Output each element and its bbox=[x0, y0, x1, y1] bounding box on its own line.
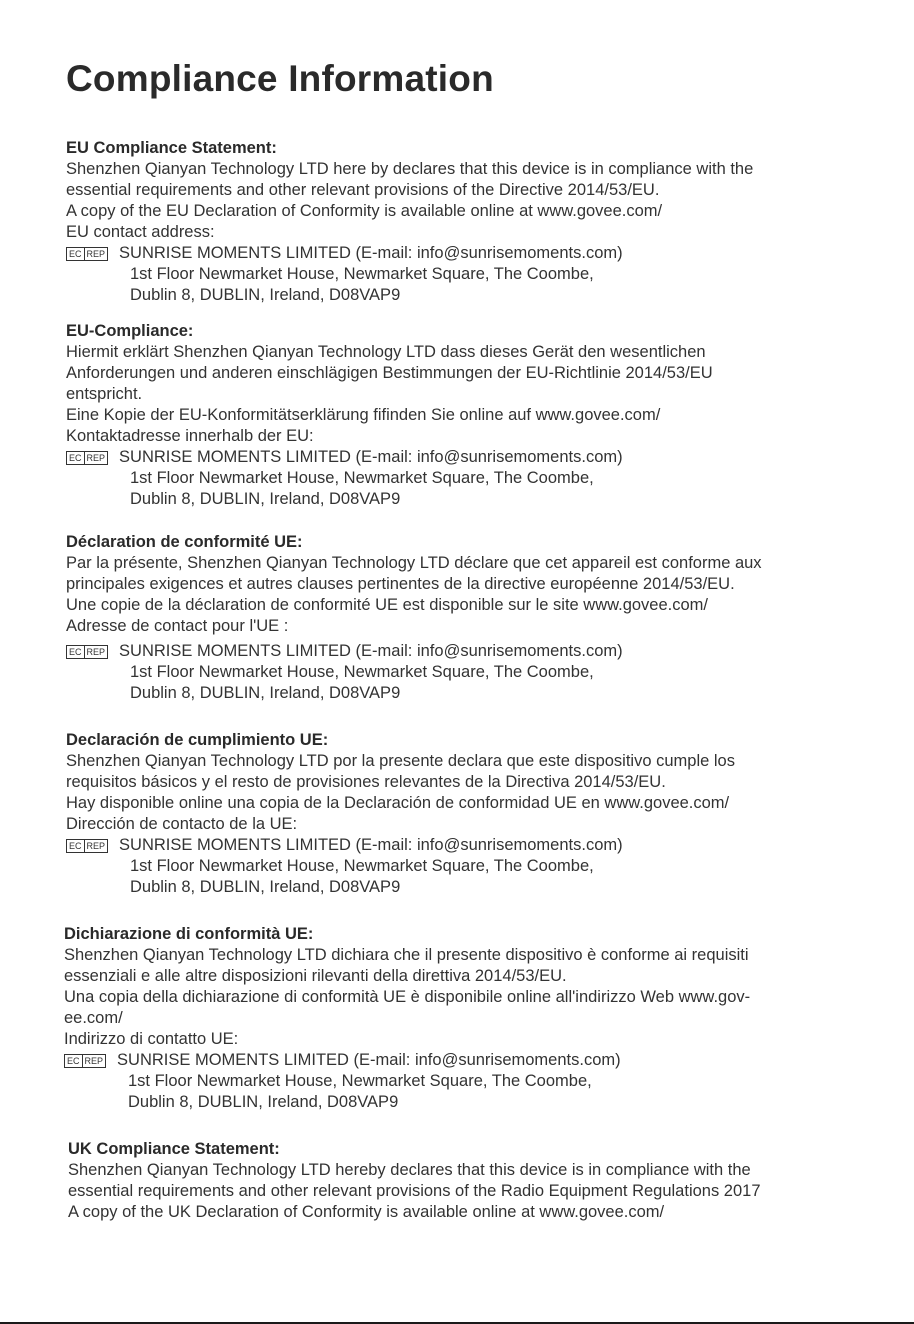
rep-address-line: 1st Floor Newmarket House, Newmarket Square, The Coombe, bbox=[130, 265, 594, 283]
body-line: Hiermit erklärt Shenzhen Qianyan Technology LTD dass dieses Gerät den wesentlichen bbox=[66, 343, 706, 361]
body-line: Par la présente, Shenzhen Qianyan Technology LTD déclare que cet appareil est conforme aux bbox=[66, 554, 762, 572]
rep-name-line: SUNRISE MOMENTS LIMITED (E-mail: info@sunrisemoments.com) bbox=[119, 244, 623, 262]
body-line: A copy of the EU Declaration of Conformity is available online at www.govee.com/ bbox=[66, 202, 663, 220]
ec-rep-icon: EC REP bbox=[66, 839, 108, 853]
ec-rep-icon: EC REP bbox=[64, 1054, 106, 1068]
section-uk-compliance-statement bbox=[68, 1139, 908, 1223]
rep-name-line: SUNRISE MOMENTS LIMITED (E-mail: info@sunrisemoments.com) bbox=[117, 1051, 621, 1069]
section-heading: EU Compliance Statement: bbox=[66, 139, 277, 157]
body-line: Eine Kopie der EU-Konformitätserklärung fifinden Sie online auf www.govee.com/ bbox=[66, 406, 661, 424]
body-line: Indirizzo di contatto UE: bbox=[64, 1030, 239, 1048]
body-line: Anforderungen und anderen einschlägigen Bestimmungen der EU-Richtlinie 2014/53/EU bbox=[66, 364, 713, 382]
body-line: Kontaktadresse innerhalb der EU: bbox=[66, 427, 314, 445]
body-line: Una copia della dichiarazione di conformità UE è disponibile online all'indirizzo Web www.gov- bbox=[64, 988, 751, 1006]
body-line: ee.com/ bbox=[64, 1009, 123, 1027]
ec-rep-row bbox=[64, 1050, 904, 1071]
rep-address-line: 1st Floor Newmarket House, Newmarket Square, The Coombe, bbox=[130, 663, 594, 681]
ec-rep-icon: EC REP bbox=[66, 645, 108, 659]
rep-address-line: 1st Floor Newmarket House, Newmarket Square, The Coombe, bbox=[130, 857, 594, 875]
body-line: essenziali e alle altre disposizioni rilevanti della direttiva 2014/53/EU. bbox=[64, 967, 567, 985]
body-line: Shenzhen Qianyan Technology LTD hereby declares that this device is in compliance with the bbox=[68, 1161, 751, 1179]
body-line: EU contact address: bbox=[66, 223, 215, 241]
rep-address-line: Dublin 8, DUBLIN, Ireland, D08VAP9 bbox=[130, 286, 401, 304]
rep-address-line: Dublin 8, DUBLIN, Ireland, D08VAP9 bbox=[130, 490, 401, 508]
section-eu-compliance-statement bbox=[66, 138, 906, 306]
rep-name-line: SUNRISE MOMENTS LIMITED (E-mail: info@sunrisemoments.com) bbox=[119, 448, 623, 466]
section-declaracion-es bbox=[66, 730, 906, 898]
body-line: essential requirements and other relevant provisions of the Radio Equipment Regulations 2017 bbox=[68, 1182, 761, 1200]
rep-address-line: Dublin 8, DUBLIN, Ireland, D08VAP9 bbox=[130, 684, 401, 702]
ec-rep-icon: EC REP bbox=[66, 451, 108, 465]
rep-address-line: 1st Floor Newmarket House, Newmarket Square, The Coombe, bbox=[128, 1072, 592, 1090]
section-heading: Dichiarazione di conformità UE: bbox=[64, 925, 314, 943]
ec-rep-row bbox=[66, 835, 906, 856]
section-dichiarazione-it bbox=[64, 924, 904, 1113]
section-declaration-fr bbox=[66, 532, 906, 704]
section-heading: Declaración de cumplimiento UE: bbox=[66, 731, 329, 749]
body-line: Une copie de la déclaration de conformité UE est disponible sur le site www.govee.com/ bbox=[66, 596, 709, 614]
ec-rep-row bbox=[66, 447, 906, 468]
body-line: Hay disponible online una copia de la Declaración de conformidad UE en www.govee.com/ bbox=[66, 794, 730, 812]
body-line: Shenzhen Qianyan Technology LTD here by declares that this device is in compliance with the bbox=[66, 160, 754, 178]
section-eu-compliance-de bbox=[66, 321, 906, 510]
section-heading: Déclaration de conformité UE: bbox=[66, 533, 303, 551]
section-heading: UK Compliance Statement: bbox=[68, 1140, 280, 1158]
rep-name-line: SUNRISE MOMENTS LIMITED (E-mail: info@sunrisemoments.com) bbox=[119, 836, 623, 854]
body-line: A copy of the UK Declaration of Conformity is available online at www.govee.com/ bbox=[68, 1203, 665, 1221]
rep-name-line: SUNRISE MOMENTS LIMITED (E-mail: info@sunrisemoments.com) bbox=[119, 642, 623, 660]
section-heading: EU-Compliance: bbox=[66, 322, 194, 340]
ec-rep-row bbox=[66, 243, 906, 264]
body-line: principales exigences et autres clauses pertinentes de la directive européenne 2014/53/EU. bbox=[66, 575, 735, 593]
body-line: entspricht. bbox=[66, 385, 143, 403]
body-line: Adresse de contact pour l'UE : bbox=[66, 617, 289, 635]
body-line: essential requirements and other relevant provisions of the Directive 2014/53/EU. bbox=[66, 181, 660, 199]
rep-address-line: 1st Floor Newmarket House, Newmarket Square, The Coombe, bbox=[130, 469, 594, 487]
body-line: requisitos básicos y el resto de provisiones relevantes de la Directiva 2014/53/EU. bbox=[66, 773, 666, 791]
page-title: Compliance Information bbox=[66, 58, 494, 99]
rep-address-line: Dublin 8, DUBLIN, Ireland, D08VAP9 bbox=[130, 878, 401, 896]
ec-rep-row bbox=[66, 641, 906, 662]
body-line: Shenzhen Qianyan Technology LTD dichiara che il presente dispositivo è conforme ai requisiti bbox=[64, 946, 749, 964]
body-line: Dirección de contacto de la UE: bbox=[66, 815, 298, 833]
ec-rep-icon: EC REP bbox=[66, 247, 108, 261]
rep-address-line: Dublin 8, DUBLIN, Ireland, D08VAP9 bbox=[128, 1093, 399, 1111]
body-line: Shenzhen Qianyan Technology LTD por la presente declara que este dispositivo cumple los bbox=[66, 752, 735, 770]
